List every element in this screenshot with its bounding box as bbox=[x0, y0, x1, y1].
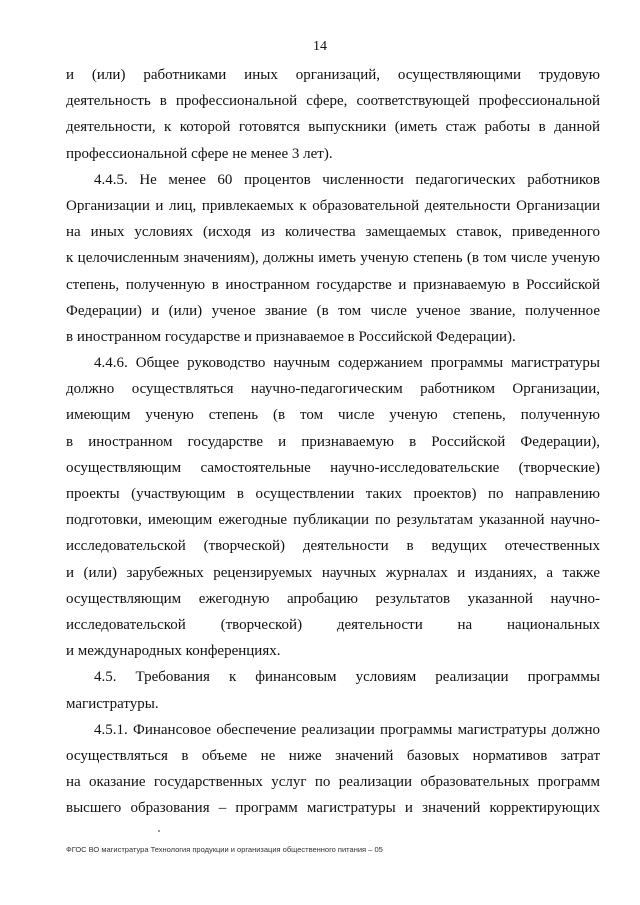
text-line: к целочисленным значениям), должны иметь ученую степень (в том числе ученую bbox=[66, 250, 600, 267]
text-line: степень, полученную в иностранном государстве и признаваемую в Российской bbox=[66, 276, 600, 293]
text-line: осуществляющим самостоятельные научно-исследовательские (творческие) bbox=[66, 459, 600, 476]
text-line: должно осуществляться научно-педагогическим работником Организации, bbox=[66, 381, 600, 398]
text-line: 4.5.1. Финансовое обеспечение реализации программы магистратуры должно bbox=[94, 721, 600, 738]
text-line: исследовательской (творческой) деятельности в ведущих отечественных bbox=[66, 538, 600, 555]
text-line: Федерации) и (или) ученое звание (в том числе ученое звание, полученное bbox=[66, 302, 600, 319]
text-line: деятельности, к которой готовятся выпускники (иметь стаж работы в данной bbox=[66, 119, 600, 136]
text-line: на оказание государственных услуг по реализации образовательных программ bbox=[66, 774, 600, 791]
page-footer: ФГОС ВО магистратура Технология продукции и организация общественного питания – 05 bbox=[66, 845, 383, 854]
text-line: деятельность в профессиональной сфере, соответствующей профессиональной bbox=[66, 93, 600, 110]
text-line: исследовательской (творческой) деятельности на национальных bbox=[66, 616, 600, 633]
text-line: Организации и лиц, привлекаемых к образовательной деятельности Организации bbox=[66, 197, 600, 214]
text-line: 4.4.6. Общее руководство научным содержанием программы магистратуры bbox=[94, 355, 600, 372]
text-line: на иных условиях (исходя из количества замещаемых ставок, приведенного bbox=[66, 224, 600, 241]
text-line: в иностранном государстве и признаваемое в Российской Федерации). bbox=[66, 328, 516, 345]
text-line: подготовки, имеющим ежегодные публикации по результатам указанной научно- bbox=[66, 512, 600, 529]
text-line: и международных конференциях. bbox=[66, 643, 281, 660]
text-line: магистратуры. bbox=[66, 695, 159, 712]
text-line: высшего образования – программ магистратуры и значений корректирующих bbox=[66, 800, 600, 817]
text-line: 4.5. Требования к финансовым условиям реализации программы bbox=[94, 669, 600, 686]
scan-speck bbox=[158, 830, 160, 832]
text-line: и (или) зарубежных рецензируемых научных журналах и изданиях, а также bbox=[66, 564, 600, 581]
text-line: 4.4.5. Не менее 60 процентов численности педагогических работников bbox=[94, 171, 600, 188]
page-number: 14 bbox=[313, 39, 327, 54]
text-line: проекты (участвующим в осуществлении таких проектов) по направлению bbox=[66, 486, 600, 502]
text-line: имеющим ученую степень (в том числе ученую степень, полученную bbox=[66, 407, 600, 424]
text-line: и (или) работниками иных организаций, осуществляющими трудовую bbox=[66, 67, 600, 83]
text-line: осуществляться в объеме не ниже значений базовых нормативов затрат bbox=[66, 747, 600, 764]
text-line: профессиональной сфере не менее 3 лет). bbox=[66, 145, 333, 162]
text-line: в иностранном государстве и признаваемую в Российской Федерации), bbox=[66, 433, 600, 450]
body-text bbox=[66, 62, 600, 821]
text-line: осуществляющим ежегодную апробацию результатов указанной научно- bbox=[66, 590, 600, 607]
